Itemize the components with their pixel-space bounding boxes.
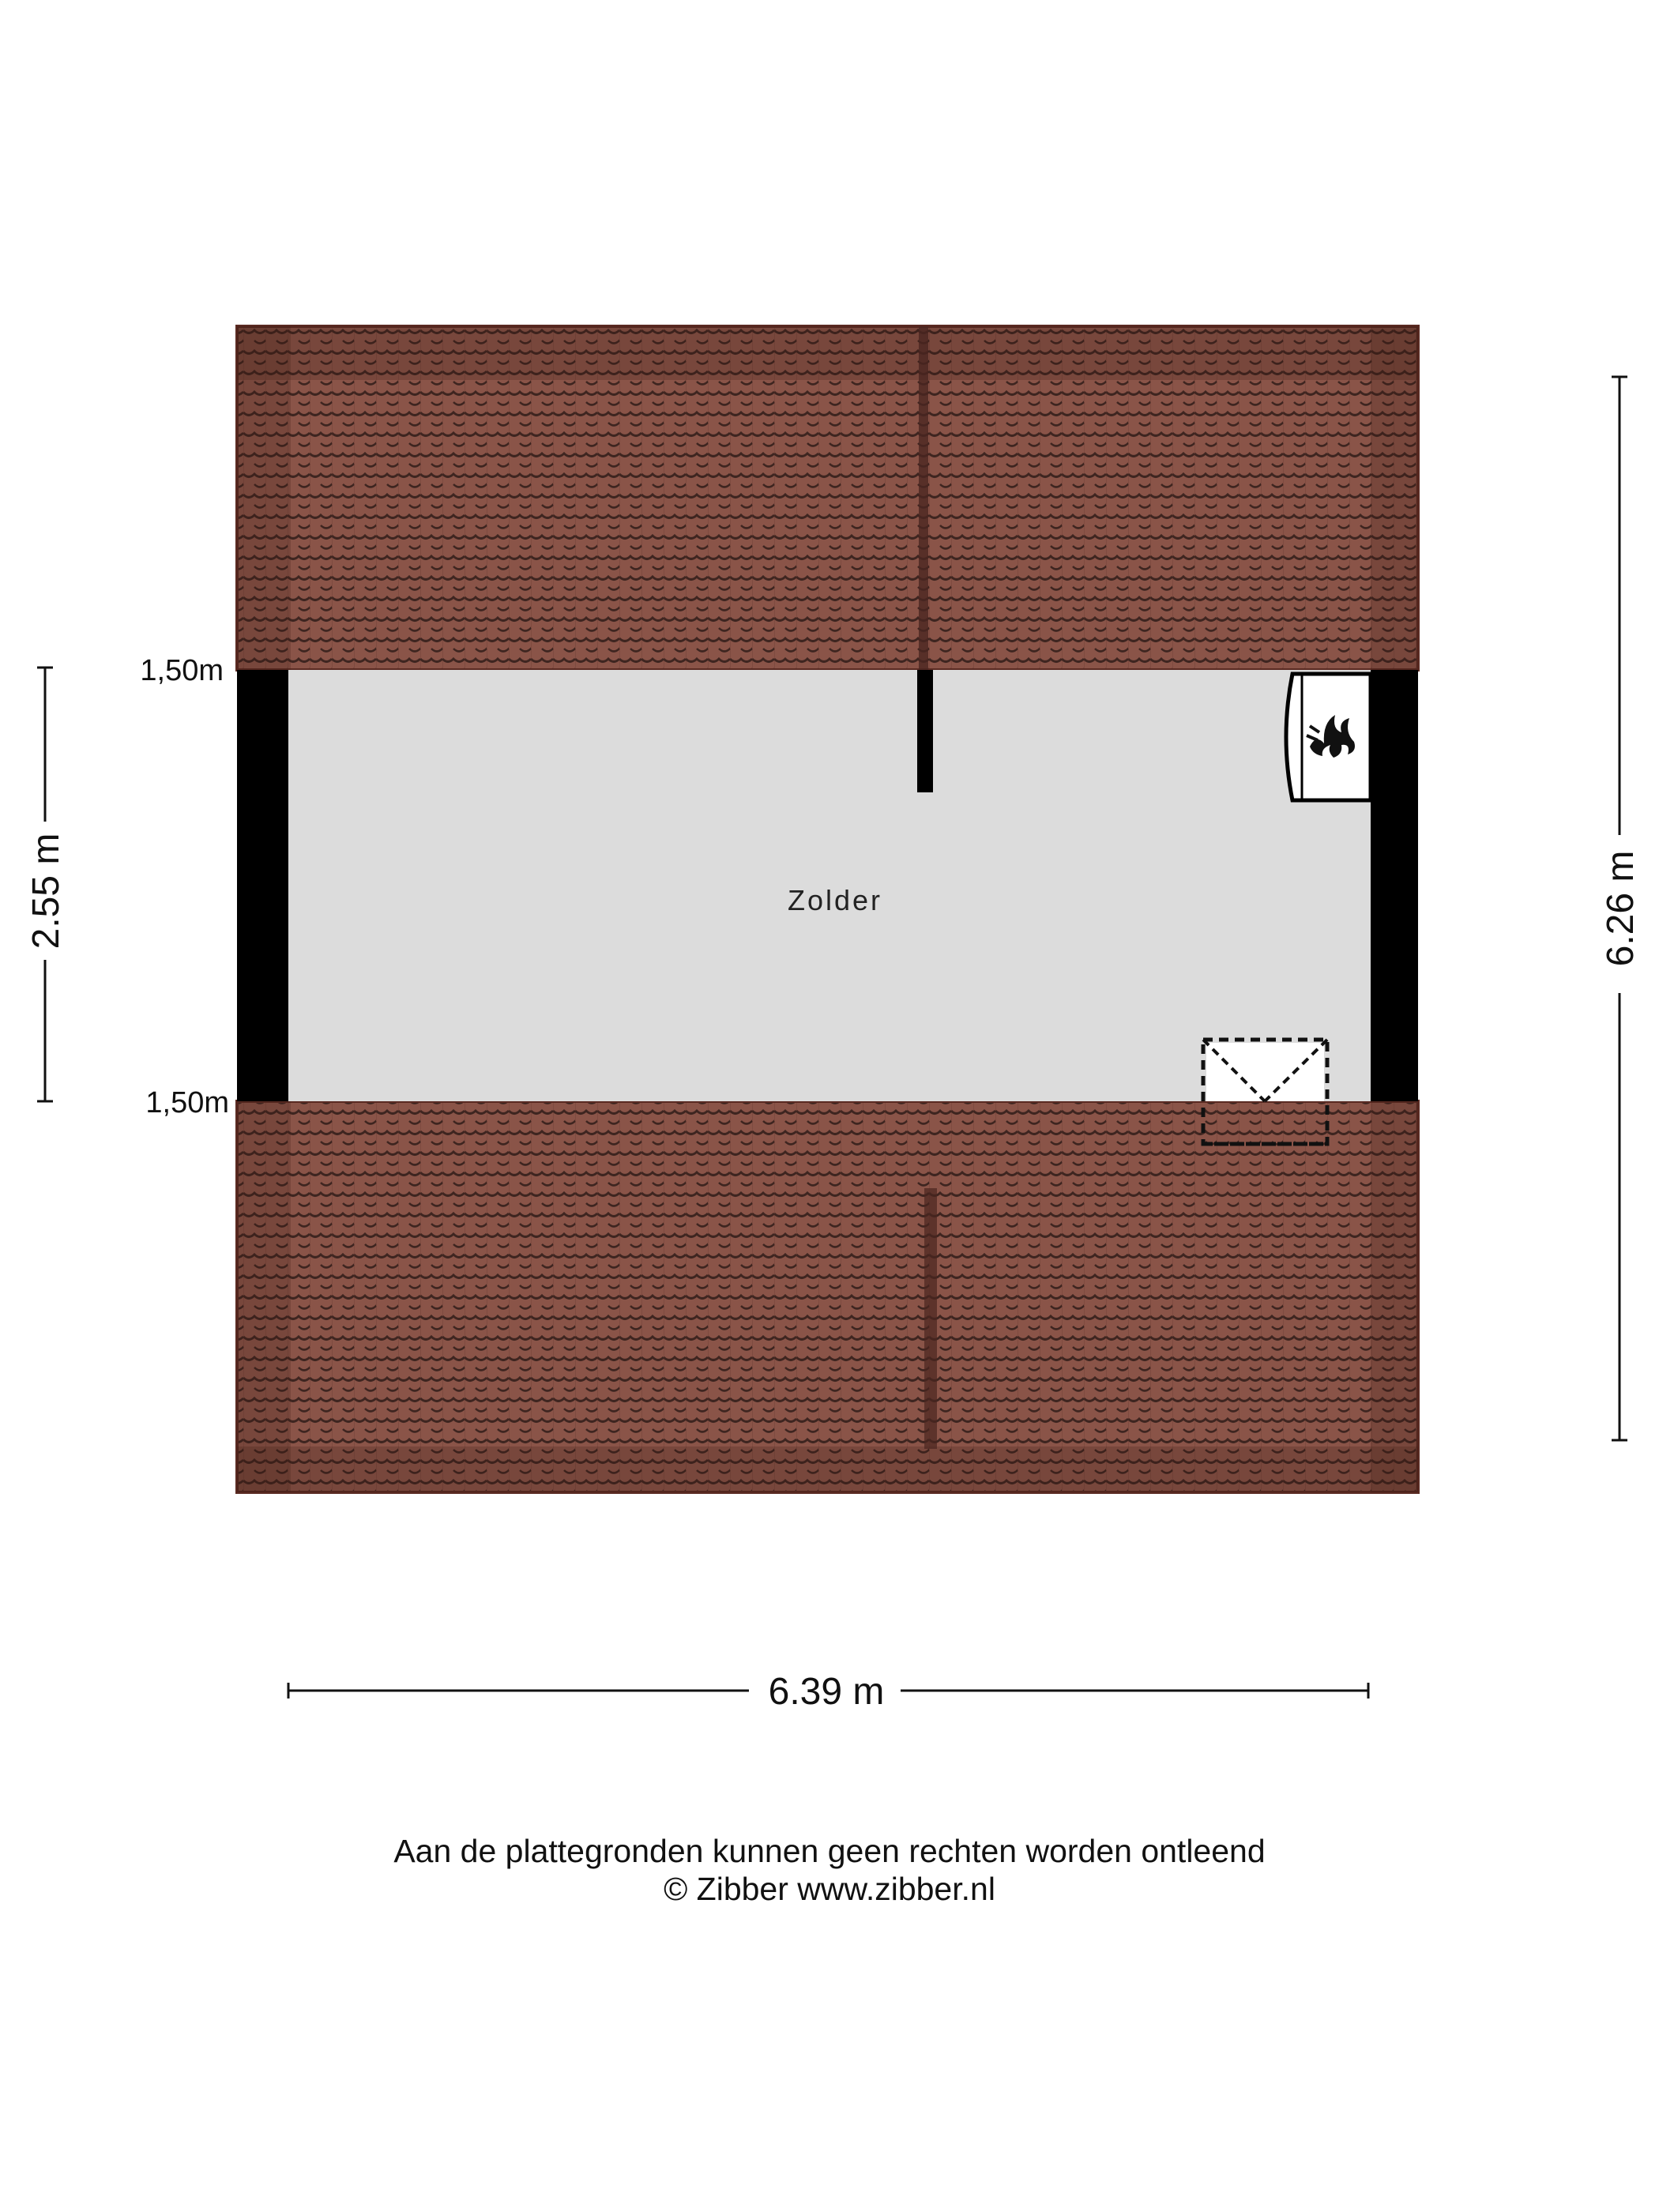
dimension-depth-label: 2.55 m — [25, 833, 67, 950]
dimension-line-depth — [25, 668, 67, 1101]
roof-bottom-slope — [237, 1101, 1418, 1492]
disclaimer-text: Aan de plattegronden kunnen geen rechten worden ontleend — [393, 1833, 1266, 1869]
dimension-length-label: 6.26 m — [1600, 850, 1642, 967]
dimension-line-length — [1600, 377, 1642, 1440]
wall-left — [237, 670, 288, 1101]
height-label-top: 1,50m — [140, 654, 224, 687]
copyright-text: © Zibber www.zibber.nl — [664, 1871, 995, 1907]
dimension-line-width — [288, 1671, 1368, 1713]
roof-top-slope — [237, 326, 1418, 670]
boiler-unit — [1286, 674, 1371, 800]
wall-right — [1371, 670, 1418, 1101]
height-label-bottom: 1,50m — [145, 1086, 229, 1119]
room-label: Zolder — [787, 884, 883, 916]
partition-wall — [917, 670, 933, 792]
dimension-width-label: 6.39 m — [768, 1671, 885, 1713]
